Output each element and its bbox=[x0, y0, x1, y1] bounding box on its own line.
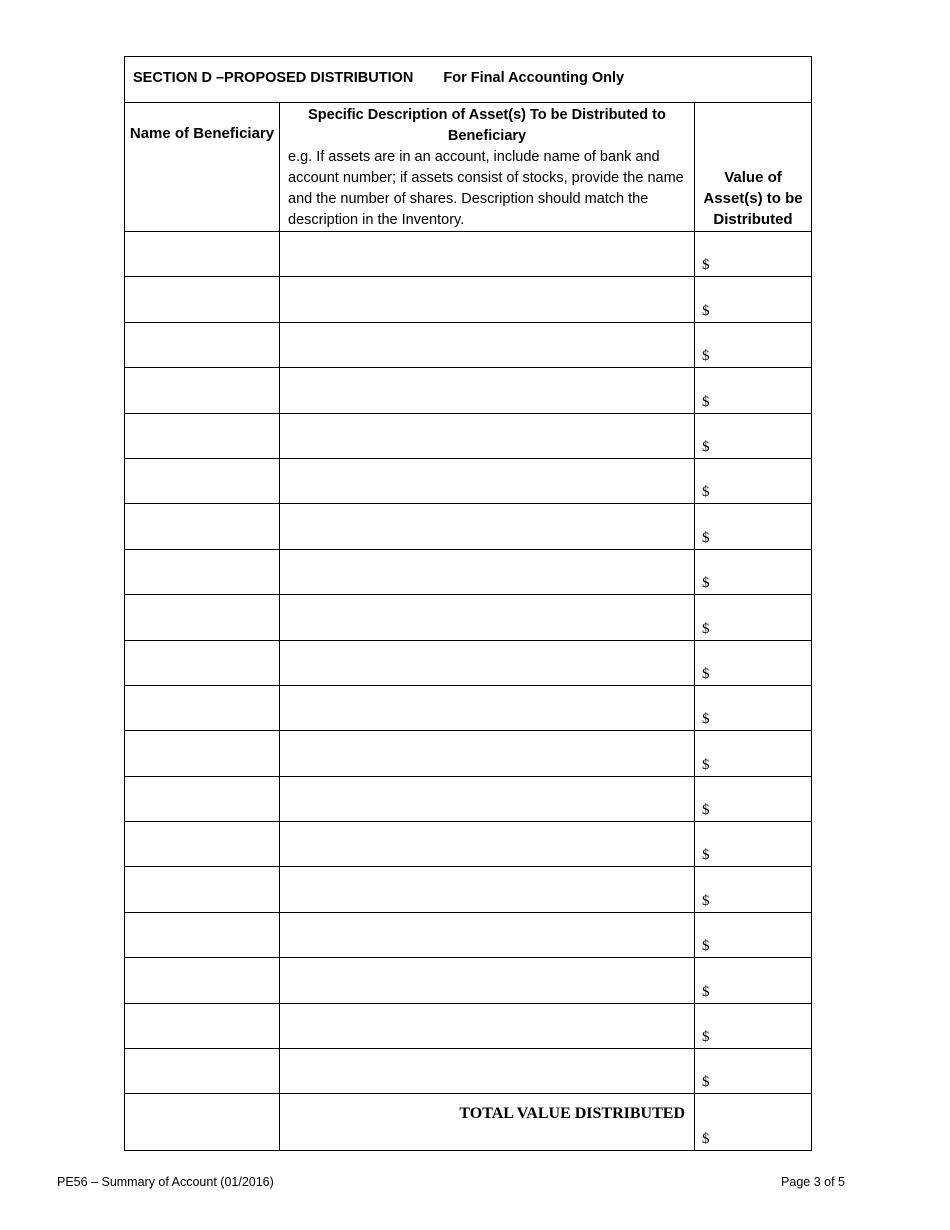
beneficiary-name-field[interactable] bbox=[125, 504, 280, 549]
beneficiary-name-field[interactable] bbox=[125, 776, 280, 821]
asset-description-field[interactable] bbox=[280, 458, 695, 503]
asset-description-field[interactable] bbox=[280, 731, 695, 776]
table-row bbox=[125, 413, 812, 458]
asset-value-field[interactable] bbox=[695, 277, 812, 322]
table-row bbox=[125, 912, 812, 957]
asset-value-field[interactable] bbox=[695, 413, 812, 458]
section-header bbox=[125, 57, 812, 103]
asset-value-field[interactable] bbox=[695, 322, 812, 367]
asset-value-field[interactable] bbox=[695, 640, 812, 685]
header-value-label: Value of Asset(s) to be Distributed bbox=[703, 169, 803, 228]
beneficiary-name-field[interactable] bbox=[125, 232, 280, 277]
asset-description-field[interactable] bbox=[280, 685, 695, 730]
asset-value-field[interactable] bbox=[695, 1049, 812, 1094]
asset-description-field[interactable] bbox=[280, 277, 695, 322]
table-row bbox=[125, 1049, 812, 1094]
table-row bbox=[125, 822, 812, 867]
asset-value-field[interactable] bbox=[695, 958, 812, 1003]
table-row bbox=[125, 232, 812, 277]
footer-page-number: Page 3 of 5 bbox=[781, 1175, 845, 1189]
asset-value-field[interactable] bbox=[695, 867, 812, 912]
beneficiary-name-field[interactable] bbox=[125, 867, 280, 912]
asset-value-field[interactable] bbox=[695, 368, 812, 413]
table-row bbox=[125, 595, 812, 640]
total-row bbox=[125, 1094, 812, 1150]
total-value-field[interactable] bbox=[695, 1094, 812, 1150]
beneficiary-name-field[interactable] bbox=[125, 368, 280, 413]
asset-value-field[interactable] bbox=[695, 912, 812, 957]
asset-description-field[interactable] bbox=[280, 322, 695, 367]
currency-symbol: $ bbox=[702, 529, 710, 546]
asset-value-field[interactable] bbox=[695, 232, 812, 277]
asset-value-field[interactable] bbox=[695, 822, 812, 867]
asset-description-field[interactable] bbox=[280, 776, 695, 821]
table-row bbox=[125, 867, 812, 912]
section-header-row bbox=[125, 57, 812, 103]
header-name-of-beneficiary bbox=[125, 103, 280, 232]
header-value-of-assets bbox=[695, 103, 812, 232]
footer-form-id: PE56 – Summary of Account (01/2016) bbox=[57, 1175, 274, 1189]
total-label-cell bbox=[280, 1094, 695, 1150]
asset-description-field[interactable] bbox=[280, 504, 695, 549]
currency-symbol: $ bbox=[702, 1029, 710, 1046]
asset-description-field[interactable] bbox=[280, 549, 695, 594]
asset-value-field[interactable] bbox=[695, 1003, 812, 1048]
currency-symbol: $ bbox=[702, 665, 710, 682]
table-row bbox=[125, 504, 812, 549]
asset-description-field[interactable] bbox=[280, 822, 695, 867]
beneficiary-name-field[interactable] bbox=[125, 458, 280, 503]
table-row bbox=[125, 640, 812, 685]
currency-symbol: $ bbox=[702, 1130, 710, 1147]
currency-symbol: $ bbox=[702, 484, 710, 501]
currency-symbol: $ bbox=[702, 847, 710, 864]
asset-description-field[interactable] bbox=[280, 595, 695, 640]
beneficiary-name-field[interactable] bbox=[125, 549, 280, 594]
asset-description-field[interactable] bbox=[280, 413, 695, 458]
header-asset-description bbox=[280, 103, 695, 232]
distribution-table bbox=[124, 56, 812, 1151]
asset-description-field[interactable] bbox=[280, 867, 695, 912]
currency-symbol: $ bbox=[702, 393, 710, 410]
asset-value-field[interactable] bbox=[695, 595, 812, 640]
asset-description-field[interactable] bbox=[280, 640, 695, 685]
asset-description-field[interactable] bbox=[280, 232, 695, 277]
table-row bbox=[125, 322, 812, 367]
beneficiary-name-field[interactable] bbox=[125, 640, 280, 685]
table-row bbox=[125, 958, 812, 1003]
table-row bbox=[125, 731, 812, 776]
header-description-note: e.g. If assets are in an account, include name of bank and account number; if assets consist of stocks, provide the name and the number of shares. Description should match the description in the Inventory. bbox=[288, 149, 684, 228]
table-row bbox=[125, 368, 812, 413]
asset-value-field[interactable] bbox=[695, 731, 812, 776]
header-description-title: Specific Description of Asset(s) To be Distributed to Beneficiary bbox=[308, 107, 666, 144]
total-blank-cell bbox=[125, 1094, 280, 1150]
beneficiary-name-field[interactable] bbox=[125, 277, 280, 322]
beneficiary-name-field[interactable] bbox=[125, 731, 280, 776]
header-name-label: Name of Beneficiary bbox=[129, 125, 275, 142]
asset-value-field[interactable] bbox=[695, 504, 812, 549]
table-row bbox=[125, 685, 812, 730]
asset-value-field[interactable] bbox=[695, 685, 812, 730]
section-title: SECTION D –PROPOSED DISTRIBUTION bbox=[133, 70, 414, 86]
currency-symbol: $ bbox=[702, 620, 710, 637]
column-header-row bbox=[125, 103, 812, 232]
asset-value-field[interactable] bbox=[695, 458, 812, 503]
asset-description-field[interactable] bbox=[280, 1049, 695, 1094]
beneficiary-name-field[interactable] bbox=[125, 1049, 280, 1094]
beneficiary-name-field[interactable] bbox=[125, 1003, 280, 1048]
currency-symbol: $ bbox=[702, 938, 710, 955]
currency-symbol: $ bbox=[702, 257, 710, 274]
currency-symbol: $ bbox=[702, 756, 710, 773]
beneficiary-name-field[interactable] bbox=[125, 595, 280, 640]
asset-description-field[interactable] bbox=[280, 912, 695, 957]
currency-symbol: $ bbox=[702, 302, 710, 319]
currency-symbol: $ bbox=[702, 1074, 710, 1091]
beneficiary-name-field[interactable] bbox=[125, 685, 280, 730]
currency-symbol: $ bbox=[702, 348, 710, 365]
beneficiary-name-field[interactable] bbox=[125, 413, 280, 458]
beneficiary-name-field[interactable] bbox=[125, 322, 280, 367]
table-row bbox=[125, 776, 812, 821]
table-row bbox=[125, 549, 812, 594]
currency-symbol: $ bbox=[702, 892, 710, 909]
beneficiary-name-field[interactable] bbox=[125, 822, 280, 867]
asset-description-field[interactable] bbox=[280, 958, 695, 1003]
beneficiary-name-field[interactable] bbox=[125, 912, 280, 957]
asset-value-field[interactable] bbox=[695, 776, 812, 821]
currency-symbol: $ bbox=[702, 983, 710, 1000]
asset-description-field[interactable] bbox=[280, 368, 695, 413]
table-row bbox=[125, 1003, 812, 1048]
total-label: TOTAL VALUE DISTRIBUTED bbox=[459, 1105, 685, 1123]
table-row bbox=[125, 458, 812, 503]
asset-value-field[interactable] bbox=[695, 549, 812, 594]
currency-symbol: $ bbox=[702, 438, 710, 455]
currency-symbol: $ bbox=[702, 711, 710, 728]
currency-symbol: $ bbox=[702, 802, 710, 819]
currency-symbol: $ bbox=[702, 575, 710, 592]
asset-description-field[interactable] bbox=[280, 1003, 695, 1048]
section-subtitle: For Final Accounting Only bbox=[443, 70, 625, 86]
table-row bbox=[125, 277, 812, 322]
beneficiary-name-field[interactable] bbox=[125, 958, 280, 1003]
